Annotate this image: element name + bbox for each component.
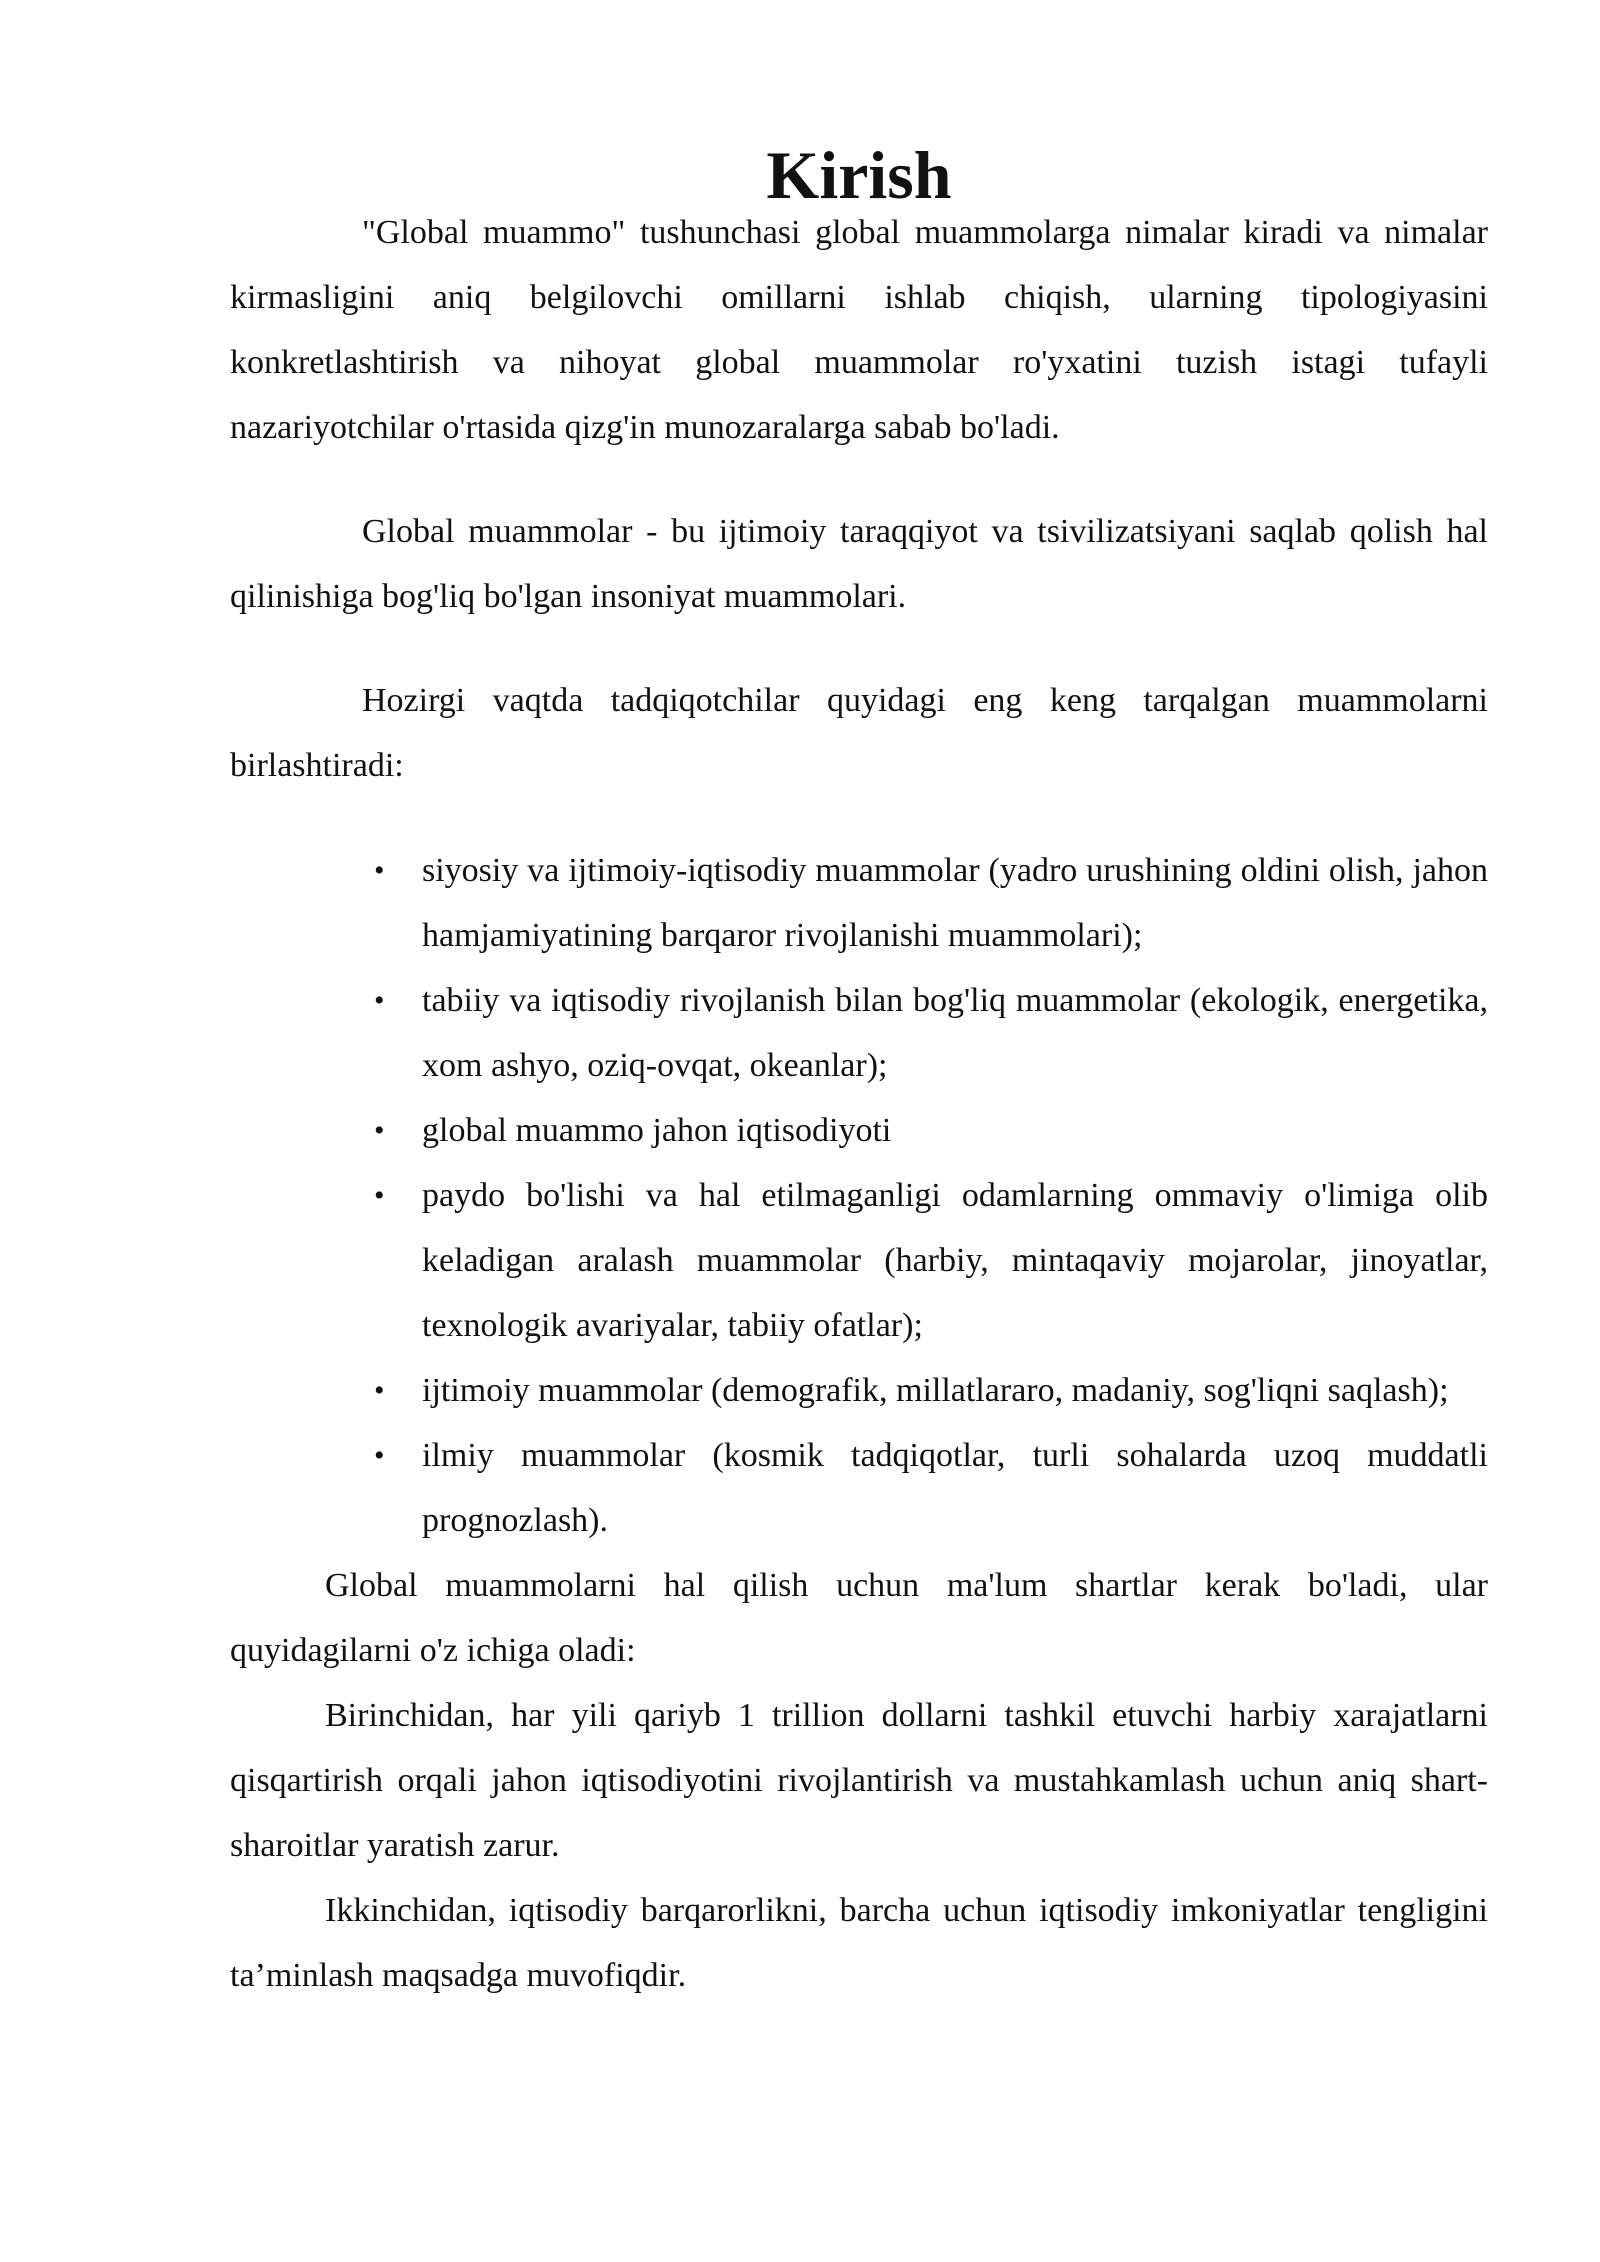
list-item xyxy=(374,1098,1488,1163)
bullet-icon: • xyxy=(374,1114,385,1147)
first-condition-paragraph: Birinchidan, har yili qariyb 1 trillion dollarni tashkil etuvchi harbiy xarajatlarni qisqartirish orqali jahon iqtisodiyotini rivojlantirish va mustahkamlash uchun aniq shart-sharoitlar yaratish zarur. xyxy=(230,1697,1488,1864)
list-item-text: ilmiy muammolar (kosmik tadqiqotlar, turli sohalarda uzoq muddatli prognozlash). xyxy=(422,1437,1488,1539)
list-intro-paragraph: Hozirgi vaqtda tadqiqotchilar quyidagi eng keng tarqalgan muammolarni birlashtiradi: xyxy=(230,682,1488,784)
bullet-icon: • xyxy=(374,854,385,887)
list-item xyxy=(374,1358,1488,1423)
second-condition-paragraph: Ikkinchidan, iqtisodiy barqarorlikni, barcha uchun iqtisodiy imkoniyatlar tengligini ta’minlash maqsadga muvofiqdir. xyxy=(230,1892,1488,1994)
list-item-text: siyosiy va ijtimoiy-iqtisodiy muammolar (yadro urushining oldini olish, jahon hamjamiyatining barqaror rivojlanishi muammolari); xyxy=(422,852,1488,954)
bullet-icon: • xyxy=(374,1179,385,1212)
page-title: Kirish xyxy=(766,137,952,213)
list-item xyxy=(374,968,1488,1098)
list-item xyxy=(374,1163,1488,1358)
list-item-text: paydo bo'lishi va hal etilmaganligi odamlarning ommaviy o'limiga olib keladigan aralash muammolar (harbiy, mintaqaviy mojarolar, jinoyatlar, texnologik avariyalar, tabiiy ofatlar); xyxy=(422,1177,1488,1344)
bullet-icon: • xyxy=(374,984,385,1017)
document-page xyxy=(230,137,1488,2008)
bullet-icon: • xyxy=(374,1374,385,1407)
list-item-text: ijtimoiy muammolar (demografik, millatlararo, madaniy, sog'liqni saqlash); xyxy=(422,1372,1449,1409)
bullet-icon: • xyxy=(374,1439,385,1472)
definition-paragraph: Global muammolar - bu ijtimoiy taraqqiyot va tsivilizatsiyani saqlab qolish hal qilinishiga bog'liq bo'lgan insoniyat muammolari. xyxy=(230,513,1488,615)
list-item-text: global muammo jahon iqtisodiyoti xyxy=(422,1112,892,1149)
list-item xyxy=(374,1423,1488,1553)
intro-paragraph: "Global muammo" tushunchasi global muammolarga nimalar kiradi va nimalar kirmasligini aniq belgilovchi omillarni ishlab chiqish, ularning tipologiyasini konkretlashtirish va nihoyat global muammolar ro'yxatini tuzish istagi tufayli nazariyotchilar o'rtasida qizg'in munozaralarga sabab bo'ladi. xyxy=(230,214,1488,446)
list-item xyxy=(374,838,1488,968)
list-item-text: tabiiy va iqtisodiy rivojlanish bilan bog'liq muammolar (ekologik, energetika, xom ashyo, oziq-ovqat, okeanlar); xyxy=(422,982,1488,1084)
problems-list xyxy=(230,838,1488,1553)
conditions-paragraph: Global muammolarni hal qilish uchun ma'lum shartlar kerak bo'ladi, ular quyidagilarni o'z ichiga oladi: xyxy=(230,1567,1488,1669)
